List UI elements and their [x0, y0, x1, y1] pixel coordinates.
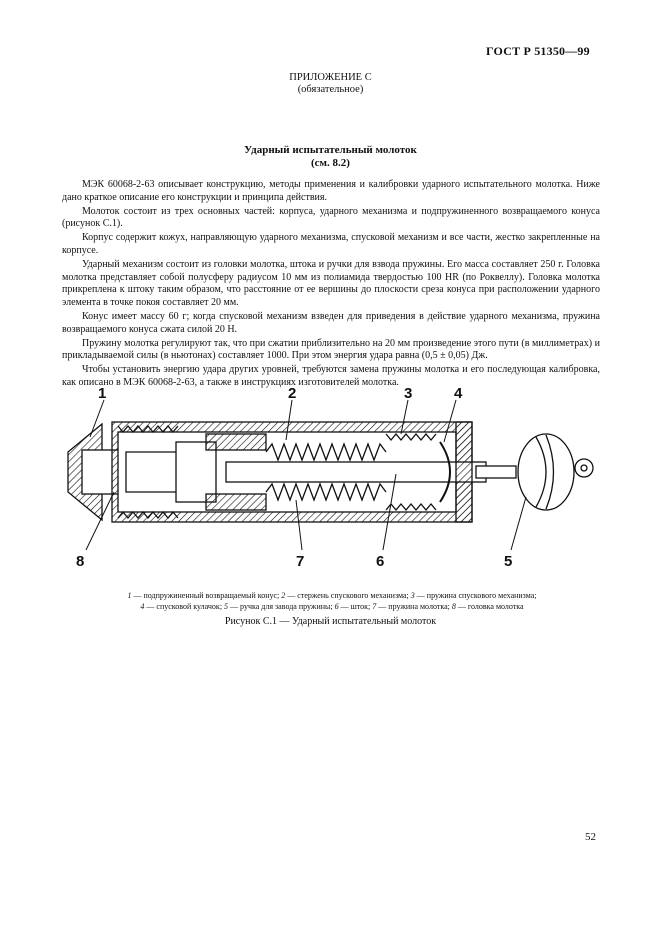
label-2: 2 [288, 385, 297, 402]
section-heading [0, 144, 661, 170]
appendix-note: (обязательное) [297, 84, 364, 95]
paragraph: МЭК 60068-2-63 описывает конструкцию, методы применения и калибровки ударного испытательного молотка. Ниже дано краткое описание его конструкции и принципа действия. [62, 179, 600, 203]
legend-num: 1 [127, 591, 132, 600]
appendix-title: ПРИЛОЖЕНИЕ С [289, 72, 372, 83]
paragraph: Ударный механизм состоит из головки молотка, штока и ручки для взвода пружины. Его масса составляет 250 г. Головка молотка представляет собой полусферу радиусом 10 мм из полиамида твердостью 100 HR (по Роквеллу). Головка молотка прикреплена к штоку таким образом, что расстояние от ее вершины до плоскости среза конуса при расположении ударного элемента в точке покоя составляет 20 мм. [62, 259, 600, 308]
label-5: 5 [504, 553, 513, 570]
legend-num: 3 [410, 591, 415, 600]
hammer-drawing [56, 382, 606, 582]
legend-num: 8 [451, 602, 456, 611]
label-3: 3 [404, 385, 413, 402]
legend-num: 5 [224, 602, 229, 611]
paragraph: Корпус содержит кожух, направляющую ударного механизма, спусковой механизм и все части, жестко закрепленные на корпусе. [62, 232, 600, 256]
standard-header: ГОСТ Р 51350—99 [486, 44, 590, 58]
page-number: 52 [585, 831, 596, 843]
paragraph: Конус имеет массу 60 г; когда спусковой механизм взведен для приведения в действие ударного механизма, пружина возвращаемого конуса сжата силой 20 Н. [62, 310, 600, 335]
section-ref: (см. 8.2) [311, 157, 350, 169]
legend-text: — пружина спускового механизма; [414, 591, 537, 600]
label-1: 1 [98, 385, 107, 402]
hammer-head [126, 452, 184, 492]
legend-text: — головка молотка [455, 602, 524, 611]
body-text [62, 179, 600, 391]
label-8: 8 [76, 553, 85, 570]
legend-num: 2 [281, 591, 286, 600]
legend-text: — подпружиненный возвращаемый конус; [131, 591, 282, 600]
legend-text: — ручка для завода пружины; [228, 602, 335, 611]
label-4: 4 [454, 385, 463, 402]
legend-text: — пружина молотка; [376, 602, 452, 611]
paragraph: Пружину молотка регулируют так, что при сжатии приблизительно на 20 мм произведение этого пути (в миллиметрах) и прикладываемой силы (в ньютонах) составляет 1000. При этом энергия удара равна (0,5 ± 0,05) Дж. [62, 337, 600, 362]
label-7: 7 [296, 553, 305, 570]
label-6: 6 [376, 553, 385, 570]
figure-legend [72, 590, 592, 612]
legend-text: — шток; [338, 602, 373, 611]
legend-text: — спусковой кулачок; [144, 602, 225, 611]
paragraph: Молоток состоит из трех основных частей: корпуса, ударного механизма и подпружиненного возвращаемого конуса (рисунок С.1). [62, 205, 600, 230]
shaft [226, 462, 486, 482]
legend-num: 7 [372, 602, 377, 611]
legend-num: 4 [140, 602, 145, 611]
figure-caption: Рисунок С.1 — Ударный испытательный молоток [224, 616, 437, 627]
legend-num: 6 [334, 602, 339, 611]
paragraph: Чтобы установить энергию удара других уровней, требуются замена пружины молотка и его последующая калибровка, как описано в МЭК 60068-2-63, а также в инструкциях изготовителей молотка. [62, 364, 600, 388]
section-title: Ударный испытательный молоток [244, 144, 417, 156]
appendix-heading [0, 72, 661, 96]
legend-text: — стержень спускового механизма; [285, 591, 411, 600]
